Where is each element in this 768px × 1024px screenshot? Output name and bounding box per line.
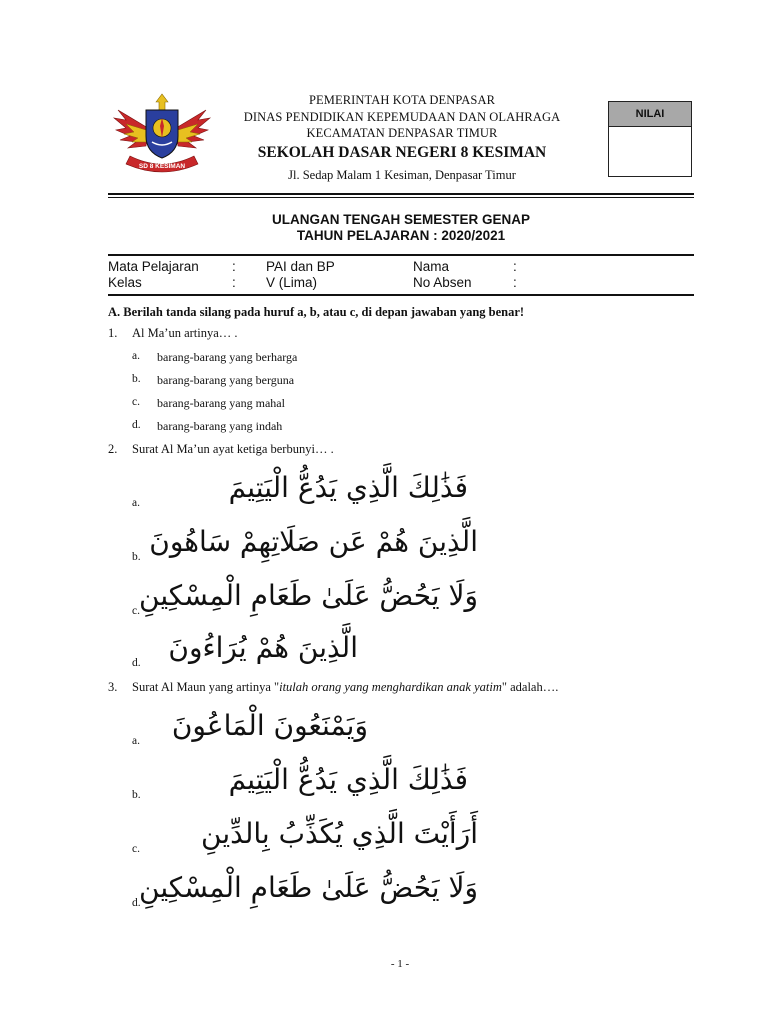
school-name: SEKOLAH DASAR NEGERI 8 KESIMAN bbox=[257, 143, 547, 161]
student-info bbox=[108, 259, 694, 290]
question-2-number: 2. bbox=[108, 442, 118, 456]
q3-option-c-arabic: أَرَأَيْتَ الَّذِي يُكَذِّبُ بِالدِّينِ bbox=[201, 817, 478, 850]
score-box[interactable] bbox=[608, 101, 692, 177]
q1-option-d-text: barang-barang yang indah bbox=[157, 419, 283, 433]
logo-ribbon-text: SD 8 KESIMAN bbox=[138, 163, 186, 170]
name-colon[interactable]: : bbox=[513, 259, 517, 274]
question-2-text: Surat Al Ma’un ayat ketiga berbunyi… . bbox=[132, 442, 334, 456]
q3-text-italic: itulah orang yang menghardikan anak yatim bbox=[279, 680, 502, 694]
subject-colon: : bbox=[232, 259, 236, 274]
header-divider-thick bbox=[108, 193, 694, 195]
header-divider-thin bbox=[108, 197, 694, 198]
q2-option-b-arabic: الَّذِينَ هُمْ عَن صَلَاتِهِمْ سَاهُونَ bbox=[149, 525, 478, 558]
name-label: Nama bbox=[413, 259, 450, 274]
info-bottom-rule bbox=[108, 294, 694, 296]
subject-value: PAI dan BP bbox=[266, 259, 335, 274]
section-a-instructions: A. Berilah tanda silang pada huruf a, b, atau c, di depan jawaban yang benar! bbox=[108, 305, 525, 319]
district-line: KECAMATAN DENPASAR TIMUR bbox=[306, 126, 498, 140]
q2-option-c-arabic: وَلَا يَحُضُّ عَلَىٰ طَعَامِ الْمِسْكِينِ bbox=[139, 579, 478, 612]
q1-option-c-letter[interactable]: c. bbox=[132, 396, 140, 408]
q1-option-b-letter[interactable]: b. bbox=[132, 373, 141, 385]
q1-option-a-text: barang-barang yang berharga bbox=[157, 350, 298, 364]
school-address: Jl. Sedap Malam 1 Kesiman, Denpasar Timur bbox=[288, 167, 516, 182]
letterhead bbox=[212, 92, 592, 184]
dept-line: DINAS PENDIDIKAN KEPEMUDAAN DAN OLAHRAGA bbox=[243, 109, 561, 124]
q3-option-a-letter[interactable]: a. bbox=[132, 735, 140, 747]
subject-label: Mata Pelajaran bbox=[108, 259, 199, 274]
q1-option-d-letter[interactable]: d. bbox=[132, 419, 141, 431]
page-number: - 1 - bbox=[390, 958, 410, 970]
school-logo bbox=[112, 90, 212, 174]
exam-name: ULANGAN TENGAH SEMESTER GENAP bbox=[271, 212, 531, 227]
question-1-number: 1. bbox=[108, 326, 118, 340]
q3-text-post: " adalah…. bbox=[501, 680, 559, 694]
class-label: Kelas bbox=[108, 274, 142, 290]
absen-colon[interactable]: : bbox=[513, 274, 517, 290]
info-row-subject bbox=[108, 259, 694, 275]
q3-option-d-arabic: وَلَا يَحُضُّ عَلَىٰ طَعَامِ الْمِسْكِينِ bbox=[139, 871, 478, 904]
q1-option-b-text: barang-barang yang berguna bbox=[157, 373, 295, 387]
q2-option-d-letter[interactable]: d. bbox=[132, 657, 141, 669]
exam-title bbox=[108, 212, 694, 244]
info-top-rule bbox=[108, 254, 694, 256]
question-1-text: Al Ma’un artinya… . bbox=[132, 326, 238, 340]
question-3-number: 3. bbox=[108, 680, 118, 694]
gov-line: PEMERINTAH KOTA DENPASAR bbox=[308, 93, 496, 107]
exam-year: TAHUN PELAJARAN : 2020/2021 bbox=[296, 228, 506, 243]
score-label: NILAI bbox=[609, 102, 691, 127]
info-row-class bbox=[108, 275, 694, 291]
q1-option-c-text: barang-barang yang mahal bbox=[157, 396, 285, 410]
absen-label: No Absen bbox=[413, 274, 472, 290]
q2-option-a-arabic: فَذَٰلِكَ الَّذِي يَدُعُّ الْيَتِيمَ bbox=[228, 471, 468, 504]
q3-option-c-letter[interactable]: c. bbox=[132, 843, 140, 855]
q3-option-d-letter[interactable]: d. bbox=[132, 897, 141, 909]
question-3-text bbox=[132, 680, 558, 695]
q2-option-d-arabic: الَّذِينَ هُمْ يُرَاءُونَ bbox=[168, 631, 358, 664]
q2-option-a-letter[interactable]: a. bbox=[132, 497, 140, 509]
q2-option-b-letter[interactable]: b. bbox=[132, 551, 141, 563]
q3-option-b-letter[interactable]: b. bbox=[132, 789, 141, 801]
q1-option-a-letter[interactable]: a. bbox=[132, 350, 140, 362]
q3-option-b-arabic: فَذَٰلِكَ الَّذِي يَدُعُّ الْيَتِيمَ bbox=[228, 763, 468, 796]
q2-option-c-letter[interactable]: c. bbox=[132, 605, 140, 617]
class-colon: : bbox=[232, 274, 236, 290]
q3-text-pre: Surat Al Maun yang artinya " bbox=[132, 680, 280, 694]
q3-option-a-arabic: وَيَمْنَعُونَ الْمَاعُونَ bbox=[171, 709, 368, 742]
class-value: V (Lima) bbox=[266, 274, 318, 290]
